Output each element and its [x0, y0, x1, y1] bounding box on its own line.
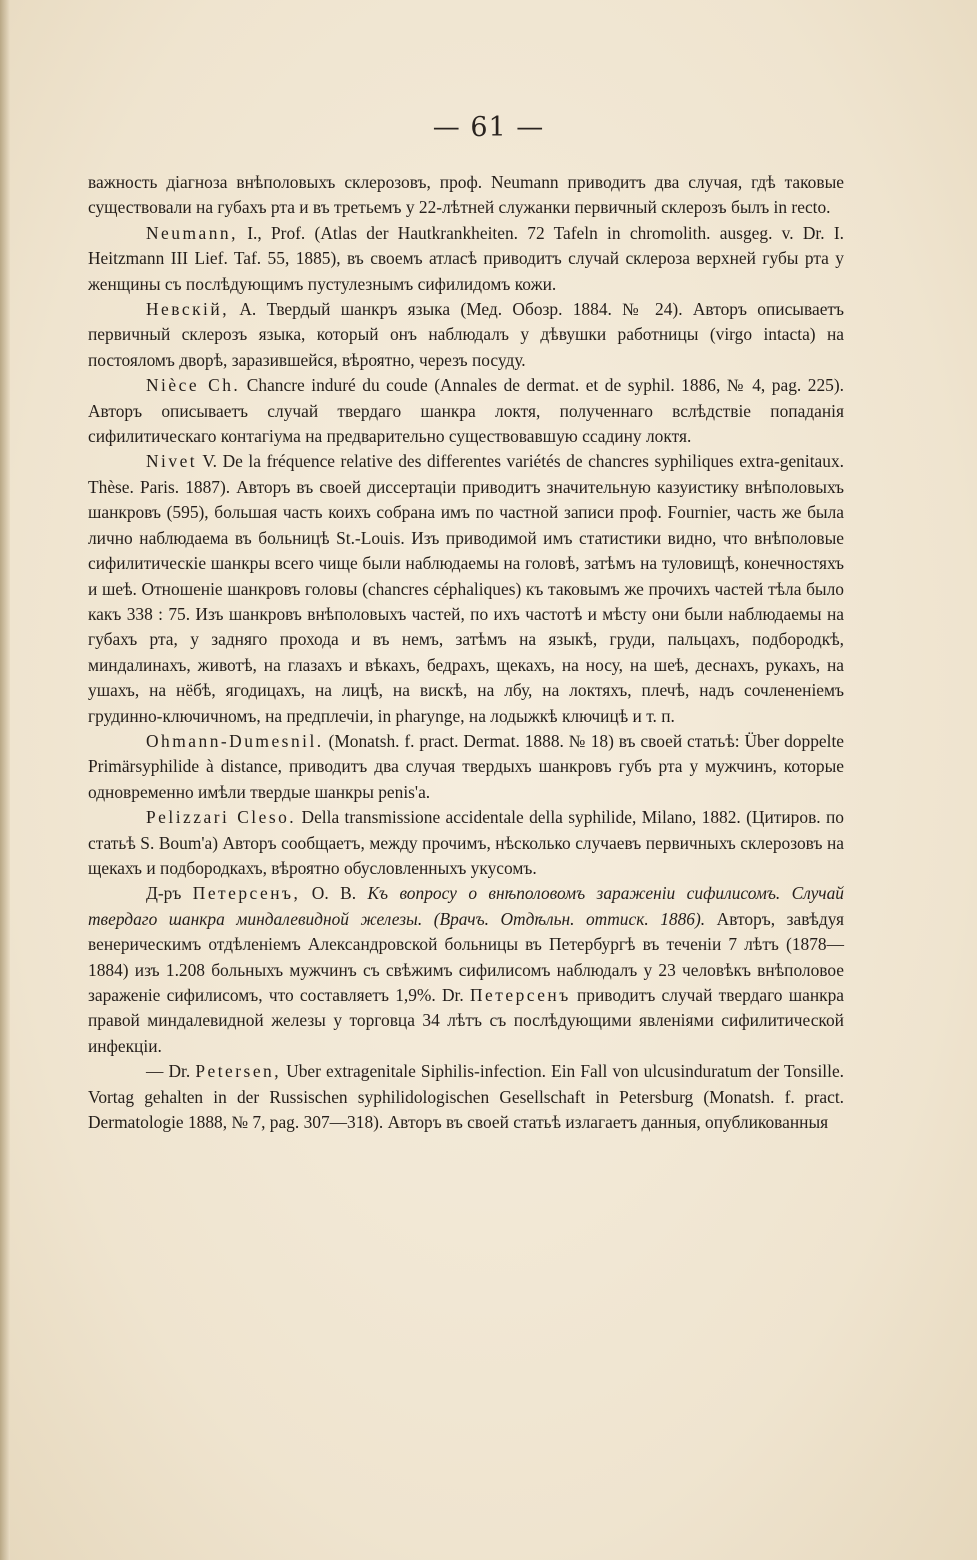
paragraph-5	[88, 449, 844, 728]
author-name: Ohmann-Dumesnil.	[146, 730, 324, 751]
paragraph-6	[88, 729, 844, 805]
paragraph-text-continued: Авторъ, завѣдуя венерическимъ отдѣленіемъ Александровской больницы въ Петербургѣ въ теченіи 7 лѣтъ (1878—1884) изъ 1.208 больныхъ мужчинъ съ свѣжимъ сифилисомъ наблюдалъ у 23 человѣкъ внѣполовое зараженіе сифилисомъ, что составляетъ 1,9%. Dr.	[88, 908, 844, 1005]
paragraph-text: Chancre induré du coude (Annales de dermat. et de syphil. 1886, № 4, pag. 225). Авторъ описываетъ случай твердаго шанкра локтя, полученнаго вслѣдствіе попаданія сифилитическаго контагіума на предварительно существовавшую ссадину локтя.	[88, 375, 845, 447]
paragraph-4	[88, 373, 844, 449]
author-name: Nivet	[146, 451, 198, 472]
author-name-repeat: Петерсенъ	[469, 985, 571, 1005]
italic-title: Къ вопросу о внѣполовомъ зараженіи сифилисомъ. Случай твердаго шанкра миндалевидной железы. (Врачъ. Отдѣльн. оттиск. 1886).	[88, 883, 844, 929]
paragraph-text: важность діагноза внѣполовыхъ склерозовъ, проф. Neumann приводитъ два случая, гдѣ таковые существовали на губахъ рта и въ третьемъ у 22-лѣтней служанки первичный склерозъ былъ in recto.	[88, 172, 844, 218]
paragraph-text-end: приводитъ случай твердаго шанкра правой миндалевидной железы у торговца 34 лѣтъ съ послѣдующими явленіями сифилитической инфекціи.	[88, 985, 845, 1056]
author-name: Петерсенъ,	[192, 883, 301, 904]
page-number: — 61 —	[432, 112, 545, 143]
paragraph-9	[88, 1059, 844, 1135]
paragraph-1	[88, 170, 844, 221]
page-edge-shadow	[0, 0, 10, 1560]
paragraph-2	[88, 221, 844, 297]
paragraph-8	[88, 881, 844, 1059]
paragraph-text: (Monatsh. f. pract. Dermat. 1888. № 18) въ своей статьѣ: Über doppelte Primärsyphilide à distance, приводитъ два случая твердыхъ шанкровъ губъ рта у мужчинъ, которые одновременно имѣли твердые шанкры penis'a.	[88, 730, 844, 802]
paragraph-prefix: Д-ръ	[146, 883, 193, 904]
paragraph-text: I., Prof. (Atlas der Hautkrankheiten. 72 Tafeln in chromolith. ausgeg. v. Dr. I. Heitzmann III Lief. Taf. 55, 1885), въ своемъ атласѣ приводитъ случай склероза верхней губы рта у женщины съ послѣдующимъ пустулезнымъ сифилидомъ кожи.	[88, 222, 844, 294]
author-name: Petersen,	[195, 1061, 282, 1082]
body-text	[88, 170, 844, 1135]
paragraph-text: А. Твердый шанкръ языка (Мед. Обозр. 1884. № 24). Авторъ описываетъ первичный склерозъ языка, который онъ наблюдалъ у дѣвушки работницы (virgo intacta) на постояломъ дворѣ, заразившейся, вѣроятно, черезъ посуду.	[88, 299, 844, 370]
paragraph-text: Uber extragenitale Siphilis-infection. Ein Fall von ulcusinduratum der Tonsille. Vortag gehalten in der Russischen syphilidologischen Gesellschaft in Petersburg (Monatsh. f. pract. Dermatologie 1888, № 7, pag. 307—318). Авторъ въ своей статьѣ излагаетъ данныя, опубликованныя	[88, 1061, 845, 1133]
paragraph-text: Della transmissione accidentale della syphilide, Milano, 1882. (Цитиров. по статьѣ S. Boum'a) Авторъ сообщаетъ, между прочимъ, нѣсколько случаевъ первичныхъ склерозовъ на щекахъ и подбородкахъ, вѣроятно обусловленныхъ укусомъ.	[88, 807, 844, 878]
paragraph-text: О. В.	[300, 883, 368, 904]
paragraph-text: V. De la fréquence relative des differentes variétés de chancres syphiliques extra-genitaux. Thèse. Paris. 1887). Авторъ въ своей диссертаціи приводитъ значительную казуистику внѣполовыхъ шанкровъ (595), большая часть коихъ собрана имъ по частной записи проф. Fournier, часть же была лично наблюдаема въ больницѣ St.-Louis. Изъ приводимой имъ статистики видно, что внѣполовые сифилитическіе шанкры всего чище были наблюдаемы на головѣ, затѣмъ на туловищѣ, конечностяхъ и шеѣ. Отношеніе шанкровъ головы (chancres céphaliques) къ таковымъ же прочихъ частей тѣла было какъ 338 : 75. Изъ шанкровъ внѣполовыхъ частей, по ихъ частотѣ и мѣсту они были наблюдаемы на губахъ рта, у задняго прохода и въ немъ, затѣмъ на языкѣ, груди, пальцахъ, подбородкѣ, миндалинахъ, животѣ, на глазахъ и вѣкахъ, бедрахъ, щекахъ, на носу, на шеѣ, деснахъ, рукахъ, на ушахъ, на нёбѣ, ягодицахъ, на лицѣ, на вискѣ, на лбу, на локтяхъ, плечѣ, надъ сочлененіемъ грудинно-ключичномъ, на предплечіи, in pharynge, на лодыжкѣ ключицѣ и т. п.	[88, 451, 844, 726]
paragraph-prefix: — Dr.	[146, 1061, 196, 1082]
author-name: Neumann,	[146, 222, 238, 243]
paragraph-3	[88, 297, 844, 373]
author-name: Невскій,	[146, 299, 230, 320]
author-name: Nièce Ch.	[146, 375, 241, 396]
paragraph-7	[88, 805, 844, 881]
author-name: Pelizzari Cleso.	[146, 807, 297, 828]
